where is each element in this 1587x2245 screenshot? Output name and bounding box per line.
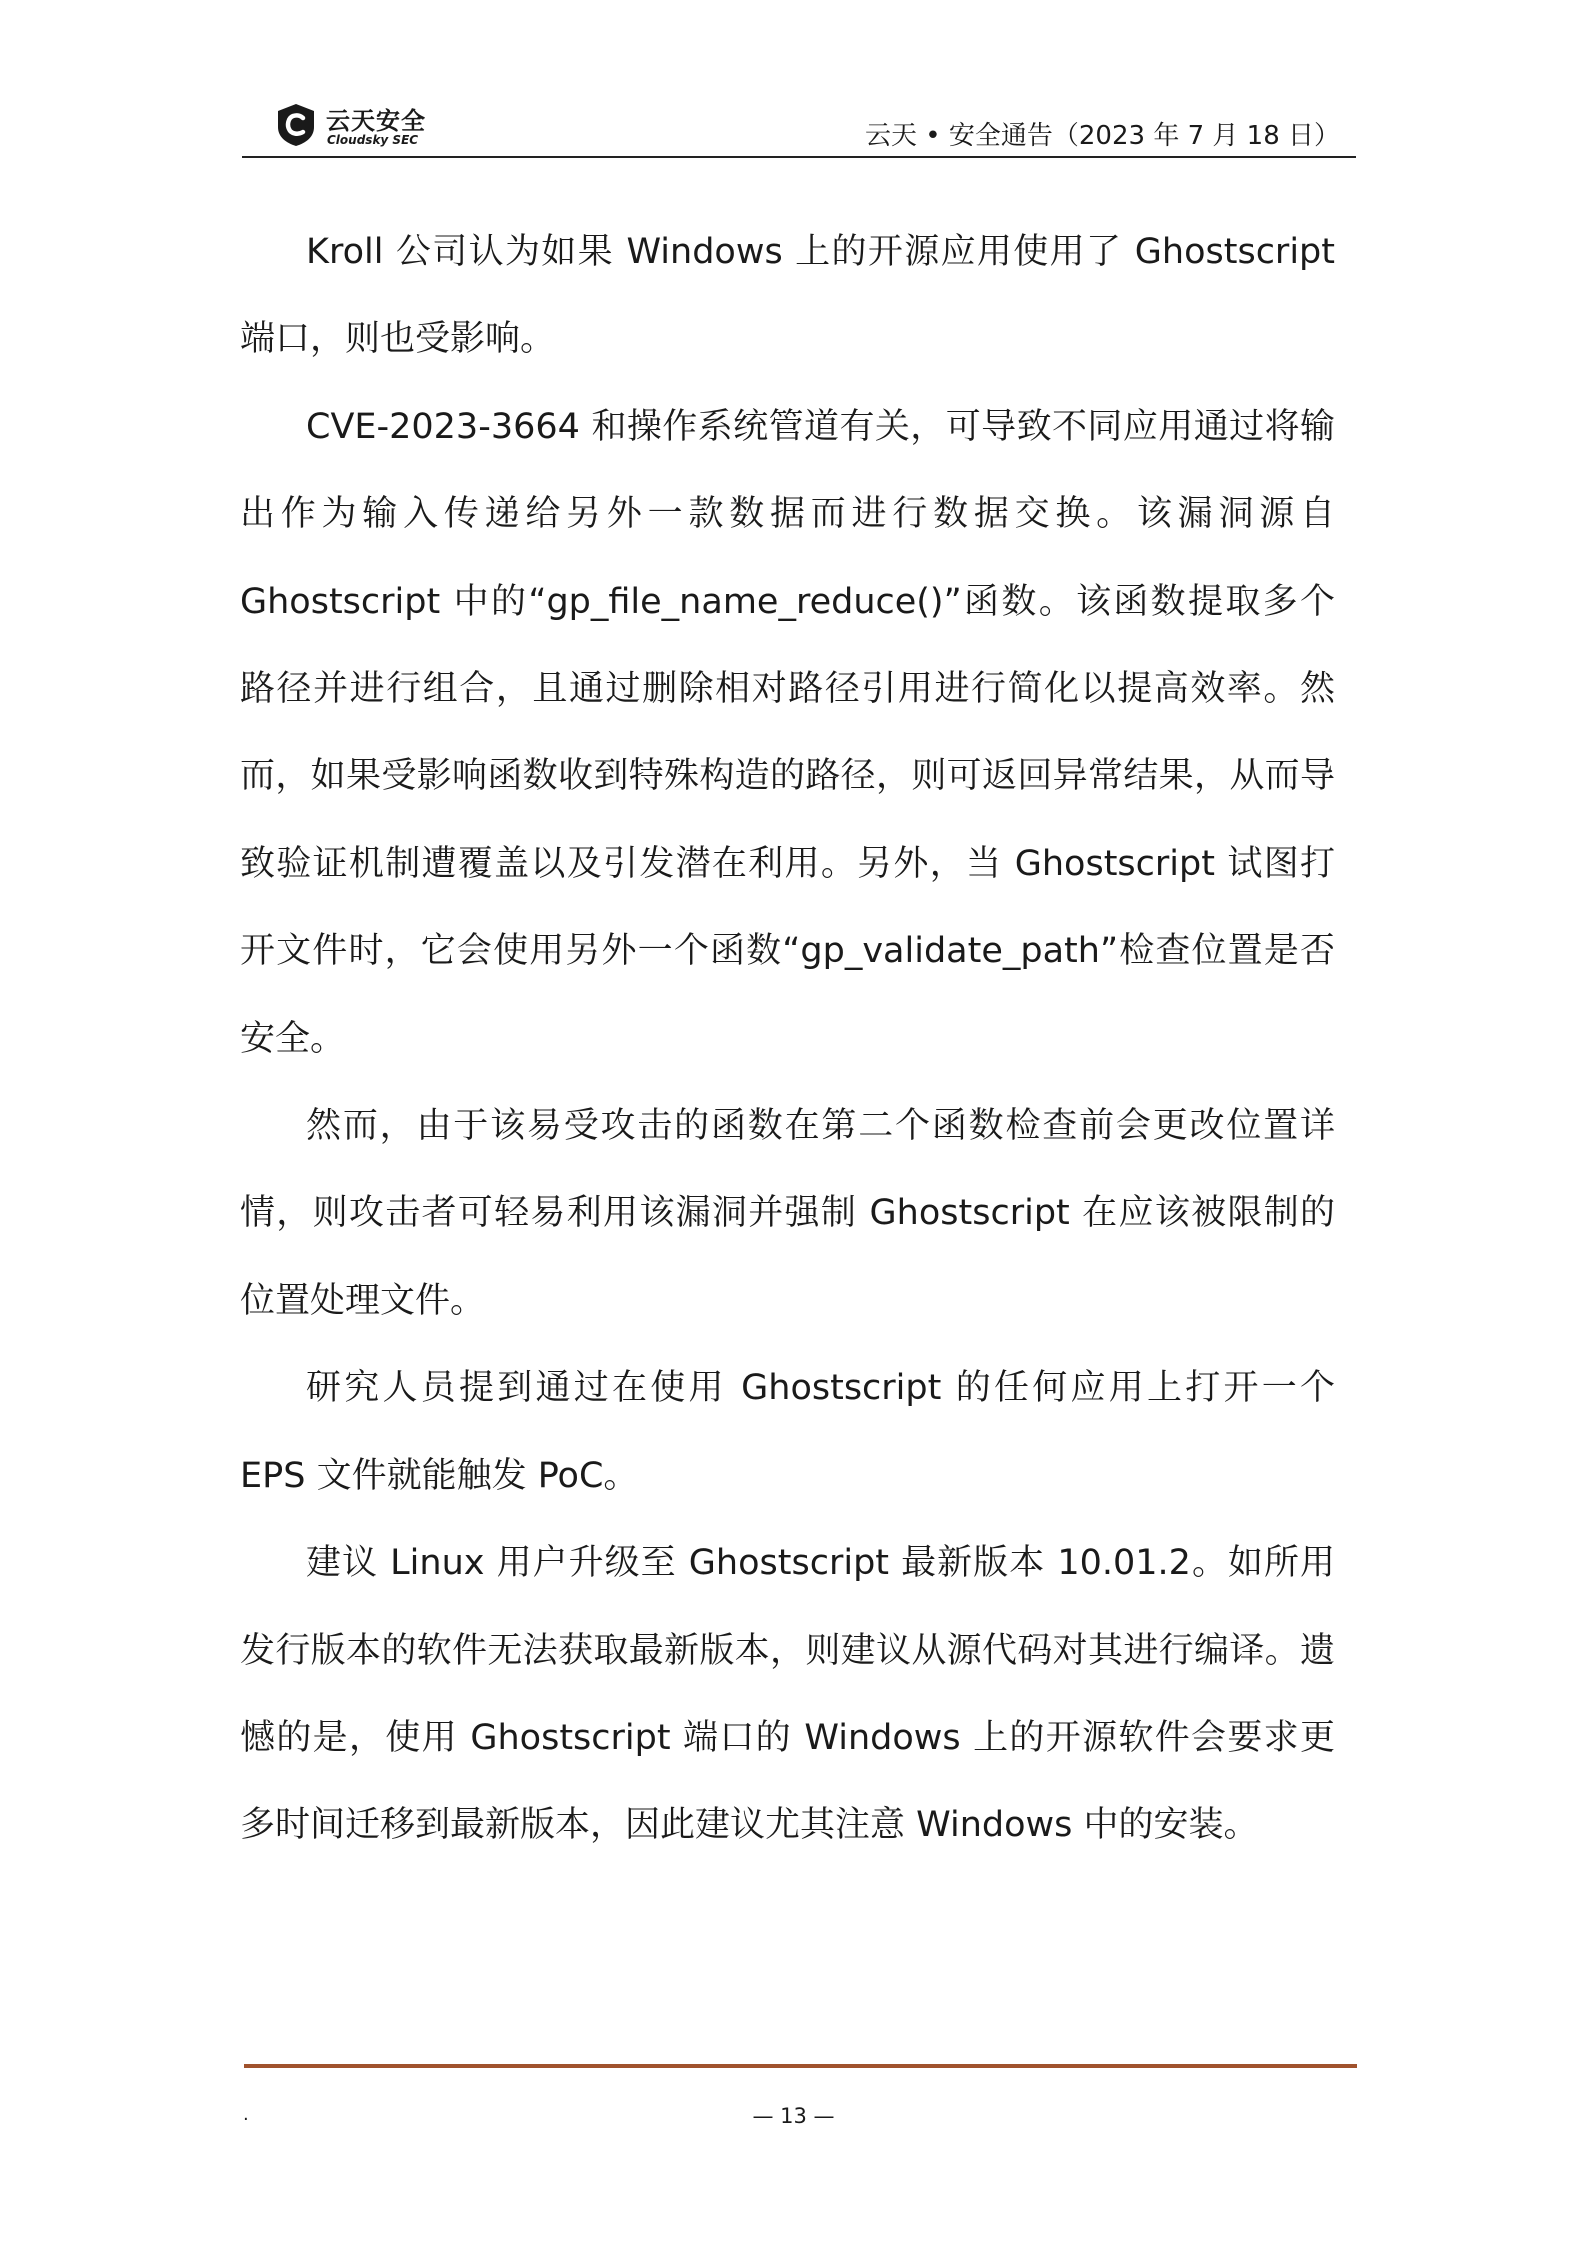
header-divider [242,156,1356,158]
document-body [240,209,1335,1870]
cloudsky-shield-icon [276,103,316,147]
logo-chinese-text: 云天安全 [326,107,426,135]
cloudsky-logo [276,100,476,150]
paragraph: 研究人员提到通过在使用 Ghostscript 的任何应用上打开一个 EPS 文件就能触发 PoC。 [240,1368,1335,1496]
page-number: — 13 — [752,2104,835,2128]
logo-english-text: Cloudsky SEC [327,133,419,147]
paragraph: 然而，由于该易受攻击的函数在第二个函数检查前会更改位置详情，则攻击者可轻易利用该漏洞并强制 Ghostscript 在应该被限制的位置处理文件。 [240,1106,1335,1321]
header-title: 云天 • 安全通告（2023 年 7 月 18 日） [865,121,1340,151]
page-header [242,90,1356,158]
paragraph: 建议 Linux 用户升级至 Ghostscript 最新版本 10.01.2。如所用发行版本的软件无法获取最新版本，则建议从源代码对其进行编译。遗憾的是，使用 Ghostscript 端口的 Windows 上的开源软件会要求更多时间迁移到最新版本，因此建议尤其注意 Windows 中的安装。 [240,1543,1335,1846]
footer-divider [244,2064,1357,2068]
footer-dot: . [243,2104,249,2125]
paragraph: CVE-2023-3664 和操作系统管道有关，可导致不同应用通过将输出作为输入传递给另外一款数据而进行数据交换。该漏洞源自 Ghostscript 中的“gp_file_name_reduce()”函数。该函数提取多个路径并进行组合，且通过删除相对路径引用进行简化以提高效率。然而，如果受影响函数收到特殊构造的路径，则可返回异常结果，从而导致验证机制遭覆盖以及引发潜在利用。另外，当 Ghostscript 试图打开文件时，它会使用另外一个函数“gp_validate_path”检查位置是否安全。 [240,406,1335,1059]
paragraph: Kroll 公司认为如果 Windows 上的开源应用使用了 Ghostscript 端口，则也受影响。 [240,232,1335,360]
